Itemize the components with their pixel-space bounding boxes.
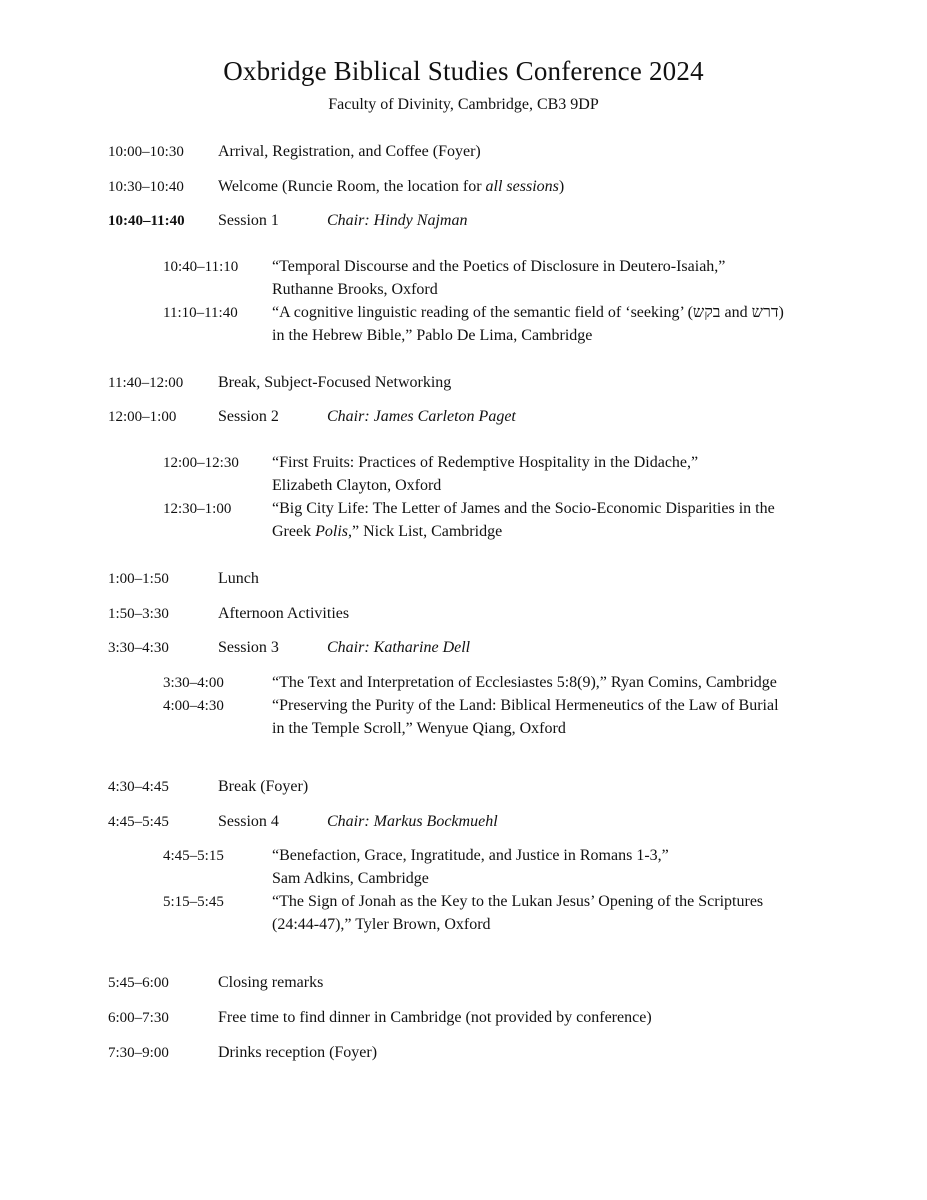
welcome-text	[218, 175, 564, 198]
talk-title: “Temporal Discourse and the Poetics of Disclosure in Deutero-Isaiah,”	[272, 258, 726, 275]
session3-time: 3:30–4:30	[108, 640, 169, 656]
session1-chair: Chair: Hindy Najman	[327, 212, 468, 229]
afternoon-time: 1:50–3:30	[108, 606, 169, 622]
talk-speaker: in the Hebrew Bible,” Pablo De Lima, Cambridge	[272, 327, 593, 344]
talk-title: “The Sign of Jonah as the Key to the Lukan Jesus’ Opening of the Scriptures	[272, 893, 764, 910]
session4-time: 4:45–5:45	[108, 814, 169, 830]
talk-title: “Benefaction, Grace, Ingratitude, and Justice in Romans 1-3,”	[272, 847, 669, 864]
talk-title: “Big City Life: The Letter of James and the Socio-Economic Disparities in the	[272, 500, 775, 517]
page-title: Oxbridge Biblical Studies Conference 2024	[223, 56, 704, 86]
talk-speaker: Ruthanne Brooks, Oxford	[272, 281, 438, 298]
break1-text: Break, Subject-Focused Networking	[218, 374, 452, 391]
session2-label: Session 2	[218, 408, 279, 425]
hebrew-word-bqsh: בקש	[692, 304, 721, 321]
session4-label: Session 4	[218, 813, 279, 830]
talk-time: 12:00–12:30	[163, 455, 239, 471]
session3-label: Session 3	[218, 639, 279, 656]
session2-time: 12:00–1:00	[108, 409, 177, 425]
closing-time: 5:45–6:00	[108, 975, 169, 991]
talk-speaker-post: ,” Nick List, Cambridge	[347, 523, 503, 540]
talk-title-mid: and	[720, 304, 752, 321]
welcome-time: 10:30–10:40	[108, 179, 184, 195]
talk-time: 3:30–4:00	[163, 675, 224, 691]
welcome-text-post: )	[558, 178, 565, 195]
talk-title	[272, 301, 832, 324]
talk-title: “The Text and Interpretation of Ecclesiastes 5:8(9),” Ryan Comins, Cambridge	[272, 674, 777, 691]
closing-text: Closing remarks	[218, 974, 324, 991]
talk-entry	[272, 497, 832, 543]
drinks-time: 7:30–9:00	[108, 1045, 169, 1061]
talk-title: “Preserving the Purity of the Land: Biblical Hermeneutics of the Law of Burial	[272, 697, 779, 714]
talk-time: 4:45–5:15	[163, 848, 224, 864]
session1-time: 10:40–11:40	[108, 213, 185, 229]
talk-entry	[272, 451, 832, 497]
talk-time: 10:40–11:10	[163, 259, 239, 275]
talk-speaker-emphasis: Polis	[315, 523, 348, 540]
arrival-text: Arrival, Registration, and Coffee (Foyer)	[218, 143, 481, 160]
talk-entry	[272, 255, 832, 301]
talk-time: 5:15–5:45	[163, 894, 224, 910]
talk-speaker: Sam Adkins, Cambridge	[272, 870, 429, 887]
session1-label: Session 1	[218, 212, 279, 229]
break2-text: Break (Foyer)	[218, 778, 309, 795]
lunch-time: 1:00–1:50	[108, 571, 169, 587]
welcome-text-emphasis: all sessions	[485, 178, 559, 195]
break2-time: 4:30–4:45	[108, 779, 169, 795]
break1-time: 11:40–12:00	[108, 375, 184, 391]
session4-chair: Chair: Markus Bockmuehl	[327, 813, 498, 830]
session3-chair: Chair: Katharine Dell	[327, 639, 471, 656]
lunch-text: Lunch	[218, 570, 259, 587]
talk-entry	[272, 301, 832, 347]
afternoon-text: Afternoon Activities	[218, 605, 350, 622]
dinner-text: Free time to find dinner in Cambridge (not provided by conference)	[218, 1009, 652, 1026]
talk-title-pre: “A cognitive linguistic reading of the semantic field of ‘seeking’ (	[272, 304, 693, 321]
talk-entry	[272, 671, 832, 694]
session2-chair: Chair: James Carleton Paget	[327, 408, 516, 425]
welcome-text-pre: Welcome (Runcie Room, the location for	[218, 178, 486, 195]
talk-speaker	[272, 520, 832, 543]
drinks-text: Drinks reception (Foyer)	[218, 1044, 378, 1061]
dinner-time: 6:00–7:30	[108, 1010, 169, 1026]
talk-title-post: )	[778, 304, 784, 321]
talk-entry	[272, 694, 832, 740]
talk-speaker: (24:44-47),” Tyler Brown, Oxford	[272, 916, 491, 933]
talk-speaker: Elizabeth Clayton, Oxford	[272, 477, 442, 494]
talk-time: 12:30–1:00	[163, 501, 232, 517]
talk-speaker: in the Temple Scroll,” Wenyue Qiang, Oxford	[272, 720, 566, 737]
talk-title: “First Fruits: Practices of Redemptive Hospitality in the Didache,”	[272, 454, 699, 471]
arrival-time: 10:00–10:30	[108, 144, 184, 160]
talk-time: 11:10–11:40	[163, 305, 238, 321]
talk-time: 4:00–4:30	[163, 698, 224, 714]
talk-speaker-pre: Greek	[272, 523, 316, 540]
hebrew-word-drsh: דרש	[751, 304, 779, 321]
page-subtitle: Faculty of Divinity, Cambridge, CB3 9DP	[328, 96, 599, 113]
talk-entry	[272, 890, 832, 936]
talk-entry	[272, 844, 832, 890]
